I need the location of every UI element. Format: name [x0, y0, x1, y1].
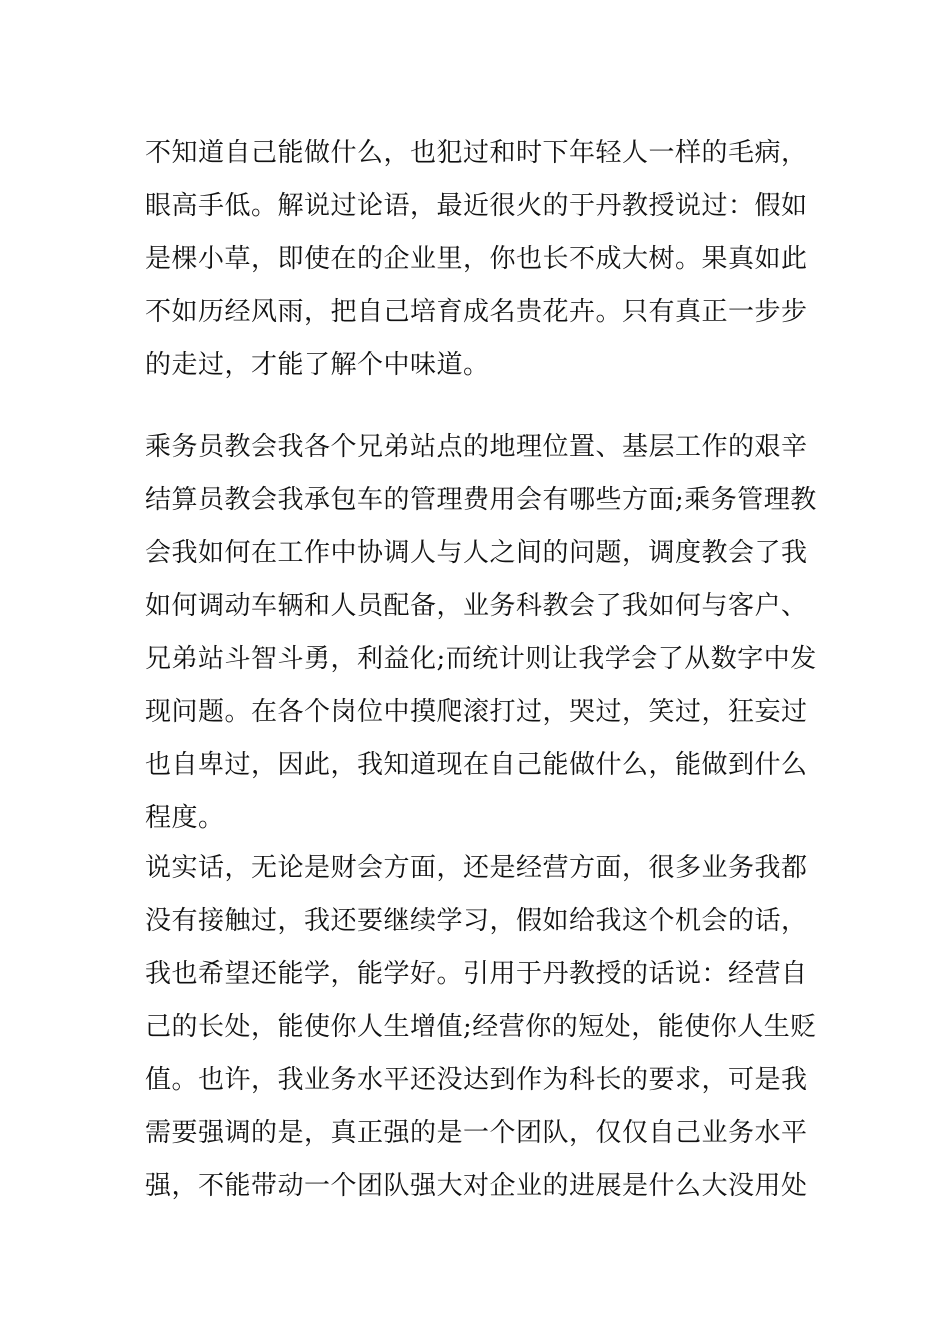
text-line: 不如历经风雨，把自己培育成名贵花卉。只有真正一步步 [145, 297, 808, 327]
text-line: 眼高手低。解说过论语，最近很火的于丹教授说过：假如 [145, 191, 808, 221]
text-line: 我也希望还能学，能学好。引用于丹教授的话说：经营自 [145, 959, 808, 989]
text-line: 乘务员教会我各个兄弟站点的地理位置、基层工作的艰辛 [145, 432, 808, 462]
text-line: 结算员教会我承包车的管理费用会有哪些方面;乘务管理教 [145, 485, 817, 515]
text-line: 没有接触过，我还要继续学习，假如给我这个机会的话， [145, 906, 808, 936]
text-line: 程度。 [145, 803, 225, 833]
text-line: 也自卑过，因此，我知道现在自己能做什么，能做到什么 [145, 750, 808, 780]
text-line: 需要强调的是，真正强的是一个团队，仅仅自己业务水平 [145, 1118, 808, 1148]
paragraph-1 [145, 127, 815, 392]
paragraph-3 [145, 842, 815, 1213]
paragraph-2 [145, 421, 815, 845]
text-line: 说实话，无论是财会方面，还是经营方面，很多业务我都 [145, 853, 808, 883]
text-line: 己的长处，能使你人生增值;经营你的短处，能使你人生贬 [145, 1012, 817, 1042]
text-line: 会我如何在工作中协调人与人之间的问题，调度教会了我 [145, 538, 808, 568]
text-line: 不知道自己能做什么，也犯过和时下年轻人一样的毛病， [145, 138, 808, 168]
text-line: 的走过，才能了解个中味道。 [145, 350, 490, 380]
text-line: 兄弟站斗智斗勇，利益化;而统计则让我学会了从数字中发 [145, 644, 817, 674]
text-line: 值。也许，我业务水平还没达到作为科长的要求，可是我 [145, 1065, 808, 1095]
text-line: 现问题。在各个岗位中摸爬滚打过，哭过，笑过，狂妄过 [145, 697, 808, 727]
text-line: 强，不能带动一个团队强大对企业的进展是什么大没用处 [145, 1171, 808, 1201]
text-line: 是棵小草，即使在的企业里，你也长不成大树。果真如此 [145, 244, 808, 274]
text-line: 如何调动车辆和人员配备，业务科教会了我如何与客户、 [145, 591, 808, 621]
